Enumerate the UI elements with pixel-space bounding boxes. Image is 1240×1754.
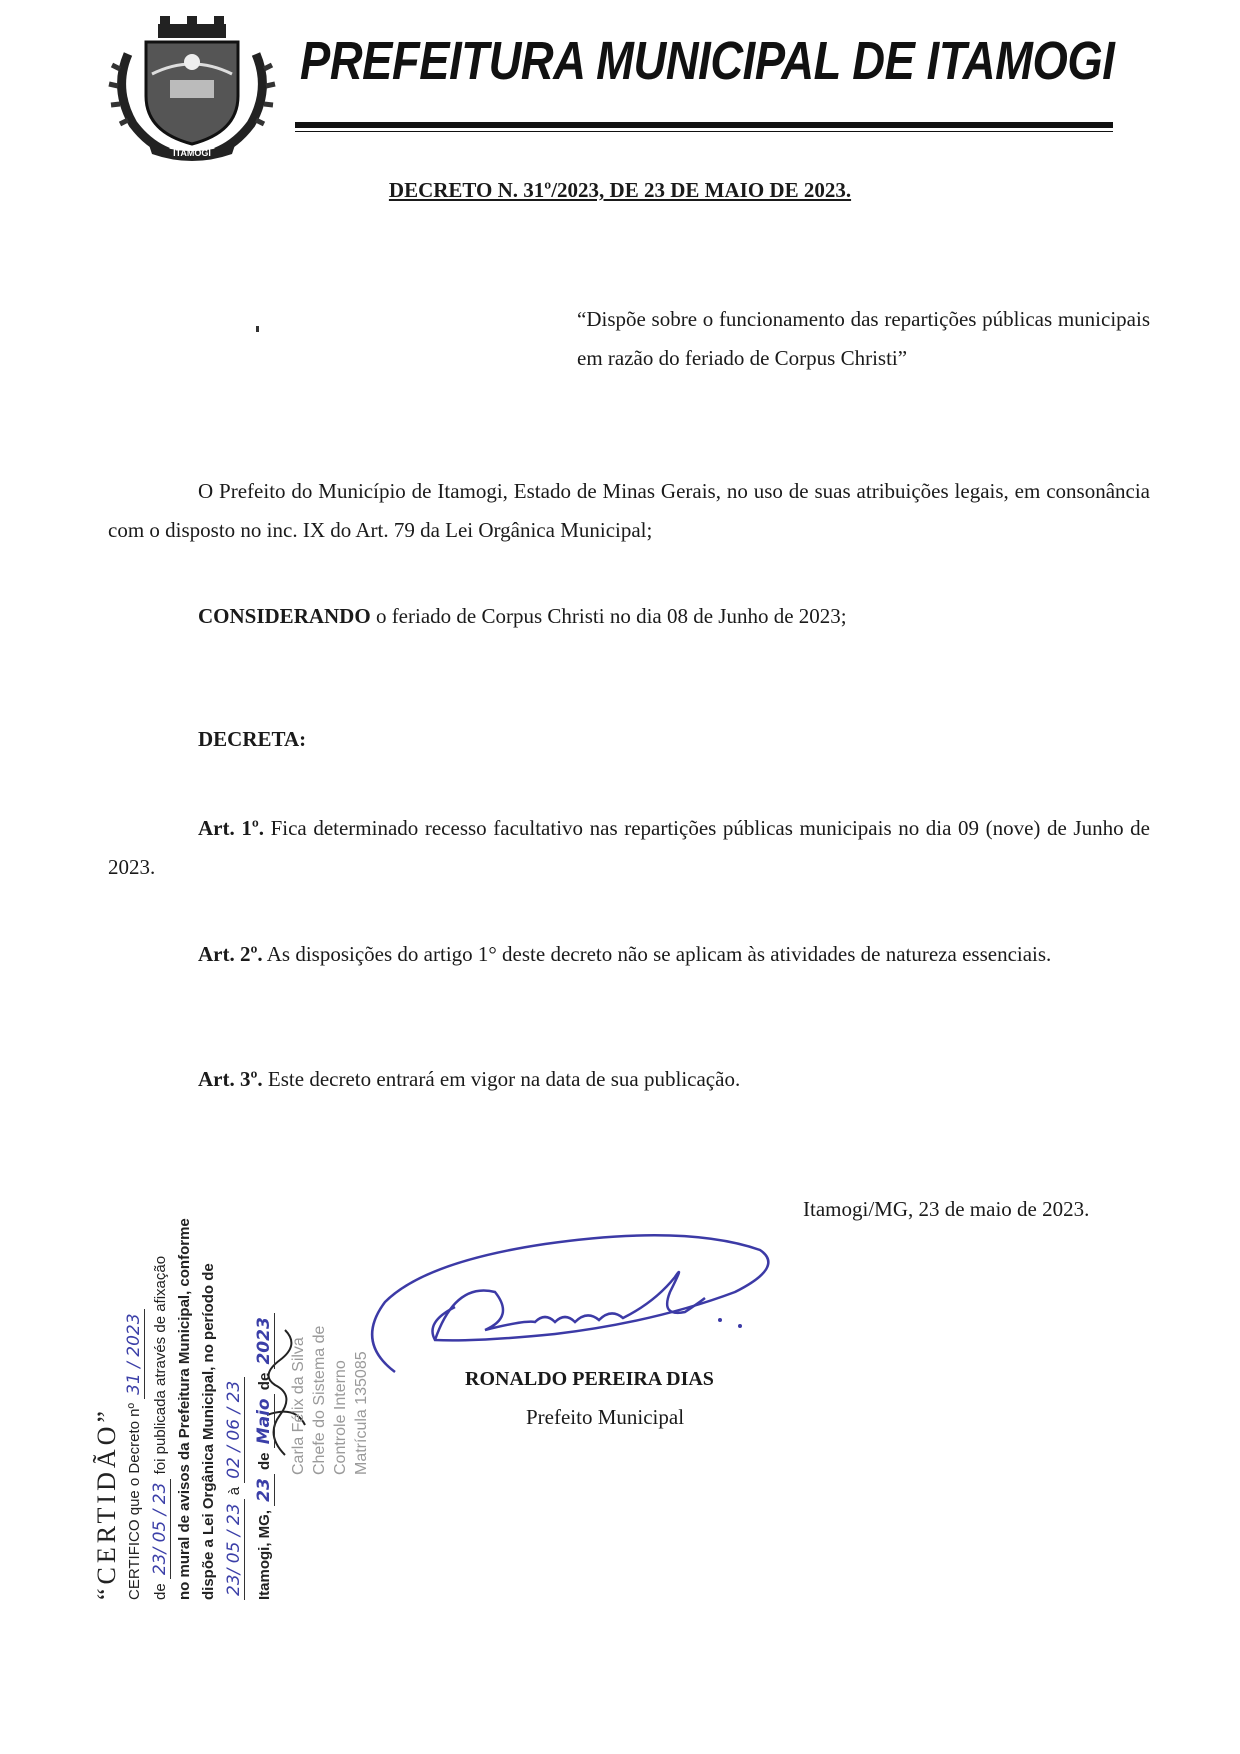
decreta-heading: DECRETA: [198, 727, 307, 751]
article-1 [108, 809, 1150, 887]
certificate-de-1: de [256, 1452, 273, 1470]
article-3-label: Art. 3º. [198, 1067, 263, 1091]
article-2 [108, 935, 1150, 974]
signer-role: Prefeito Municipal [526, 1405, 685, 1429]
certificate-line-1-text: CERTIFICO que o Decreto nº [126, 1403, 143, 1600]
ementa-summary: “Dispõe sobre o funcionamento das repartições públicas municipais em razão do feriado de Corpus Christi” [577, 307, 1150, 370]
certificate-line-3: no mural de avisos da Prefeitura Municipal, conforme [176, 1218, 193, 1600]
place-date-line: Itamogi/MG, 23 de maio de 2023. [803, 1197, 1090, 1221]
certificate-line-4: dispõe a Lei Orgânica Municipal, no período de [200, 1263, 217, 1600]
mayor-handwritten-signature [355, 1222, 785, 1392]
decree-title: DECRETO N. 31º/2023, DE 23 DE MAIO DE 2023. [388, 178, 852, 202]
controle-interno-stamp [288, 1275, 398, 1475]
certificate-de-2: de [256, 1372, 273, 1391]
article-3-text: Este decreto entrará em vigor na data de sua publicação. [262, 1067, 741, 1091]
certificate-line-5 [224, 1377, 244, 1600]
header-rule-thin [295, 131, 1113, 132]
certificate-line-2 [150, 1256, 170, 1600]
article-2-label: Art. 2º. [198, 942, 263, 966]
certificate-place: Itamogi, MG, [256, 1510, 273, 1600]
publication-certificate-stamp [92, 1040, 282, 1600]
org-name-heading: PREFEITURA MUNICIPAL DE ITAMOGI [300, 31, 1115, 91]
controller-title-1: Chefe do Sistema de [311, 1325, 328, 1475]
certificate-publication-date: 23/ 05 / 23 [150, 1479, 171, 1580]
certificate-month: Maio [254, 1394, 275, 1448]
preamble-paragraph: O Prefeito do Município de Itamogi, Estado de Minas Gerais, no uso de suas atribuições legais, em consonância com o disposto no inc. IX do Art. 79 da Lei Orgânica Municipal; [108, 479, 1150, 542]
certificate-period-sep: à [226, 1486, 243, 1496]
header-rule-thick [295, 122, 1113, 128]
certificate-period-end: 02 / 06 / 23 [224, 1377, 245, 1483]
certificate-period-start: 23/ 05 / 23 [224, 1499, 245, 1600]
municipal-crest-logo [108, 14, 276, 164]
considerando-label: CONSIDERANDO [198, 604, 371, 628]
certificate-line-1 [124, 1309, 144, 1600]
signer-name: RONALDO PEREIRA DIAS [465, 1368, 714, 1390]
article-1-text: Fica determinado recesso facultativo nas repartições públicas municipais no dia 09 (nove) de Junho de 2023. [108, 816, 1150, 879]
article-1-label: Art. 1º. [198, 816, 264, 840]
crest-banner-text: ITAMOGI [173, 148, 211, 158]
certificate-year: 2023 [254, 1313, 275, 1368]
controller-registration: Matrícula 135085 [353, 1351, 370, 1475]
certificate-title: “CERTIDÃO” [92, 1407, 121, 1600]
controller-name: Carla Félix da Silva [290, 1337, 307, 1475]
certificate-line-6 [254, 1313, 274, 1600]
considerando-paragraph [108, 597, 1150, 636]
article-2-text: As disposições do artigo 1° deste decreto não se aplicam às atividades de natureza essenciais. [262, 942, 1052, 966]
considerando-text: o feriado de Corpus Christi no dia 08 de Junho de 2023; [370, 604, 847, 628]
controller-title-2: Controle Interno [332, 1360, 349, 1475]
certificate-day: 23 [254, 1474, 275, 1506]
certificate-decree-number: 31 / 2023 [124, 1309, 145, 1398]
certificate-line-2-text: foi publicada através de afixação [152, 1255, 169, 1475]
scan-mark [256, 326, 259, 332]
certificate-line-2-prefix: de [152, 1583, 169, 1600]
